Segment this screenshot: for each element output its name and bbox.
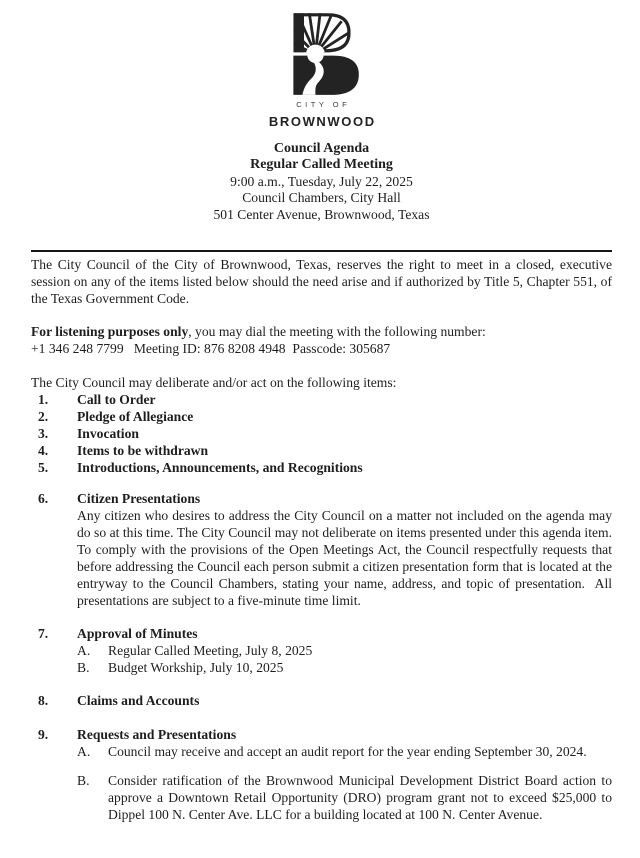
item-title: Requests and Presentations xyxy=(77,727,237,743)
agenda-subitem-7a xyxy=(77,642,612,659)
item-number: 1. xyxy=(38,392,49,408)
item-body: Any citizen who desires to address the City Council on a matter not included on the agenda may do so at this time. The City Council may not deliberate on items presented under this agenda item. To comply with the provisions of the Open Meetings Act, the Council respectfully requests that before addressing the Council each person submit a citizen presentation form that is located at the entryway to the Council Chambers, stating your name, address, and topic of presentation. All presentations are subject to a five-minute time limit. xyxy=(77,508,619,609)
subitem-text: Council may receive and accept an audit report for the year ending September 30, 2024. xyxy=(108,744,587,760)
agenda-item-4 xyxy=(31,442,612,459)
item-title: Call to Order xyxy=(77,392,156,408)
item-number: 3. xyxy=(38,426,49,442)
meeting-type: Regular Called Meeting xyxy=(250,157,393,173)
listening-rest: , you may dial the meeting with the following number: xyxy=(188,324,486,340)
meeting-address: 501 Center Avenue, Brownwood, Texas xyxy=(213,206,430,222)
agenda-item-8 xyxy=(31,692,612,709)
item-title: Items to be withdrawn xyxy=(77,443,209,459)
agenda-subitem-7b xyxy=(77,659,612,676)
logo-brownwood-text: BROWNWOOD xyxy=(268,114,376,129)
meeting-title-block xyxy=(31,141,612,223)
subitem-text: Consider ratification of the Brownwood Municipal Development District Board action to approve a Downtown Retail Opportunity (DRO) program grant not to exceed $25,000 to Dippel 100 N. Center Ave. LLC for a building located at 100 N. Center Avenue. xyxy=(108,773,616,823)
item-title: Pledge of Allegiance xyxy=(77,409,194,425)
meeting-datetime: 9:00 a.m., Tuesday, July 22, 2025 xyxy=(230,173,413,189)
item-number: 5. xyxy=(38,460,49,476)
subitem-text: Budget Workship, July 10, 2025 xyxy=(108,660,284,676)
item-title: Claims and Accounts xyxy=(77,693,200,709)
subitem-text: Regular Called Meeting, July 8, 2025 xyxy=(108,643,313,659)
logo-city-of-text: CITY OF xyxy=(296,100,351,109)
item-number: 7. xyxy=(38,626,49,642)
subitem-letter: A. xyxy=(77,744,91,760)
subitem-letter: B. xyxy=(77,773,90,789)
listening-instructions-line xyxy=(31,323,612,340)
agenda-item-3 xyxy=(31,425,612,442)
item-number: 6. xyxy=(38,491,49,507)
agenda-title: Council Agenda xyxy=(273,141,370,156)
closed-session-notice: The City Council of the City of Brownwood, Texas, reserves the right to meet in a closed, executive session on any of the items listed below should the need arise and if authorized by Title 5, Chapter 551, of the Texas Government Code. xyxy=(31,257,616,307)
item-number: 4. xyxy=(38,443,49,459)
meeting-location: Council Chambers, City Hall xyxy=(242,190,401,206)
agenda-item-1 xyxy=(31,391,612,408)
city-of-brownwood-logo-icon xyxy=(277,13,367,95)
city-logo-block xyxy=(31,13,612,130)
agenda-items-list xyxy=(31,391,619,823)
item-title: Introductions, Announcements, and Recognitions xyxy=(77,460,363,476)
item-title: Citizen Presentations xyxy=(77,491,201,507)
subitem-letter: A. xyxy=(77,643,91,659)
item-number: 2. xyxy=(38,409,49,425)
subitem-letter: B. xyxy=(77,660,90,676)
deliberate-line: The City Council may deliberate and/or act on the following items: xyxy=(31,375,397,391)
header-divider-rule xyxy=(31,250,612,252)
agenda-item-2 xyxy=(31,408,612,425)
agenda-item-6 xyxy=(31,490,619,609)
agenda-item-9 xyxy=(31,726,616,823)
listening-bold-lead: For listening purposes only xyxy=(31,324,189,340)
agenda-subitem-9b xyxy=(77,772,616,823)
item-title: Invocation xyxy=(77,426,139,442)
dial-in-numbers-line: +1 346 248 7799 Meeting ID: 876 8208 4948 Passcode: 305687 xyxy=(31,341,391,357)
item-title: Approval of Minutes xyxy=(77,626,198,642)
agenda-item-5 xyxy=(31,459,612,476)
agenda-item-7 xyxy=(31,625,612,676)
agenda-subitem-9a xyxy=(77,743,612,760)
item-number: 9. xyxy=(38,727,49,743)
item-number: 8. xyxy=(38,693,49,709)
